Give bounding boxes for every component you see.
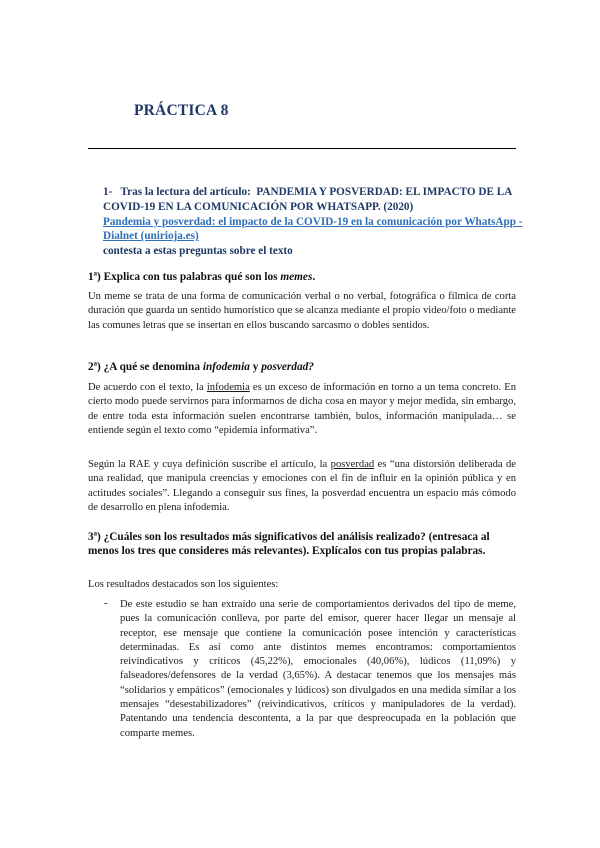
term-infodemia: infodemia [206, 382, 250, 393]
intro-block [103, 185, 523, 259]
question-1: 1ª) Explica con tus palabras qué son los memes. [88, 271, 316, 283]
article-title: PANDEMIA Y POSVERDAD: EL IMPACTO DE LA COVID-19 EN LA COMUNICACIÓN POR WHATSAPP. (2020) [103, 186, 512, 213]
intro-lead: Tras la lectura del artículo: [120, 186, 251, 198]
intro-instruction: contesta a estas preguntas sobre el texto [103, 245, 293, 258]
question-2: 2ª) ¿A qué se denomina infodemia y posverdad? [88, 361, 314, 373]
answer-3-bullet: De este estudio se han extraído una serie de comportamientos derivados del tipo de meme, pues la comunicación conlleva, por parte del emisor, querer hacer llegar un mensaje al receptor, ese mensaje que contiene la comunicación posee intención y características determinadas. Es así como ante distintos memes encontramos: comportamientos reivindicativos y críticos (45,22%), emocionales (40,06%), lúdicos (11,09%) y falseadores/defensores de la verdad (3,65%). A destacar tenemos que los mensajes más “solidarios y empáticos” (emocionales y lúdicos) son divulgados en una medida similar a los mensajes “desestabilizadores” (reivindicativos, críticos y manipuladores de la verdad). Patentando una tendencia descontenta, a la par que despreocupada en la población que comparte memes. [120, 599, 516, 739]
answer-1: Un meme se trata de una forma de comunicación verbal o no verbal, fotográfica o fílmica de corta duración que guarda un sentido humorístico que se alcanza mediante el propio video/foto o mediante las comunes letras que se insertan en ellos buscando sarcasmo o dobles sentidos. [88, 291, 516, 331]
term-posverdad: posverdad [330, 459, 375, 470]
question-3: 3ª) ¿Cuáles son los resultados más significativos del análisis realizado? (entresaca al menos los tres que consideres más relevantes). Explícalos con tus propias palabras. [88, 531, 490, 558]
article-link[interactable]: Pandemia y posverdad: el impacto de la COVID-19 en la comunicación por WhatsApp - Dialnet (unirioja.es) [103, 215, 523, 243]
answer-2-infodemia: De acuerdo con el texto, la infodemia es un exceso de información en torno a un tema concreto. En cierto modo puede servirnos para informarnos de dicha cosa en mayor y mejor medida, sin embargo, de entre toda esta información suelen encontrarse también, bulos, información manipulada… se entiende según el texto como “epidemia informativa”. [88, 382, 516, 436]
bullet-dash: - [104, 598, 108, 609]
intro-number: 1- [103, 186, 113, 198]
question-1-term: memes [280, 271, 313, 283]
horizontal-rule [88, 148, 516, 149]
answer-3-lead: Los resultados destacados son los siguientes: [88, 579, 279, 590]
page-title: PRÁCTICA 8 [134, 102, 229, 119]
answer-2-posverdad: Según la RAE y cuya definición suscribe el artículo, la posverdad es “una distorsión deliberada de una realidad, que manipula creencias y emociones con el fin de influir en la opinión pública y en actitudes sociales”. Llegando a conseguir sus fines, la posverdad encuentra un espacio más cómodo de desarrollo en plena infodemia. [88, 459, 516, 513]
question-2-term-infodemia: infodemia [202, 361, 250, 373]
question-2-term-posverdad: posverdad? [261, 361, 314, 373]
